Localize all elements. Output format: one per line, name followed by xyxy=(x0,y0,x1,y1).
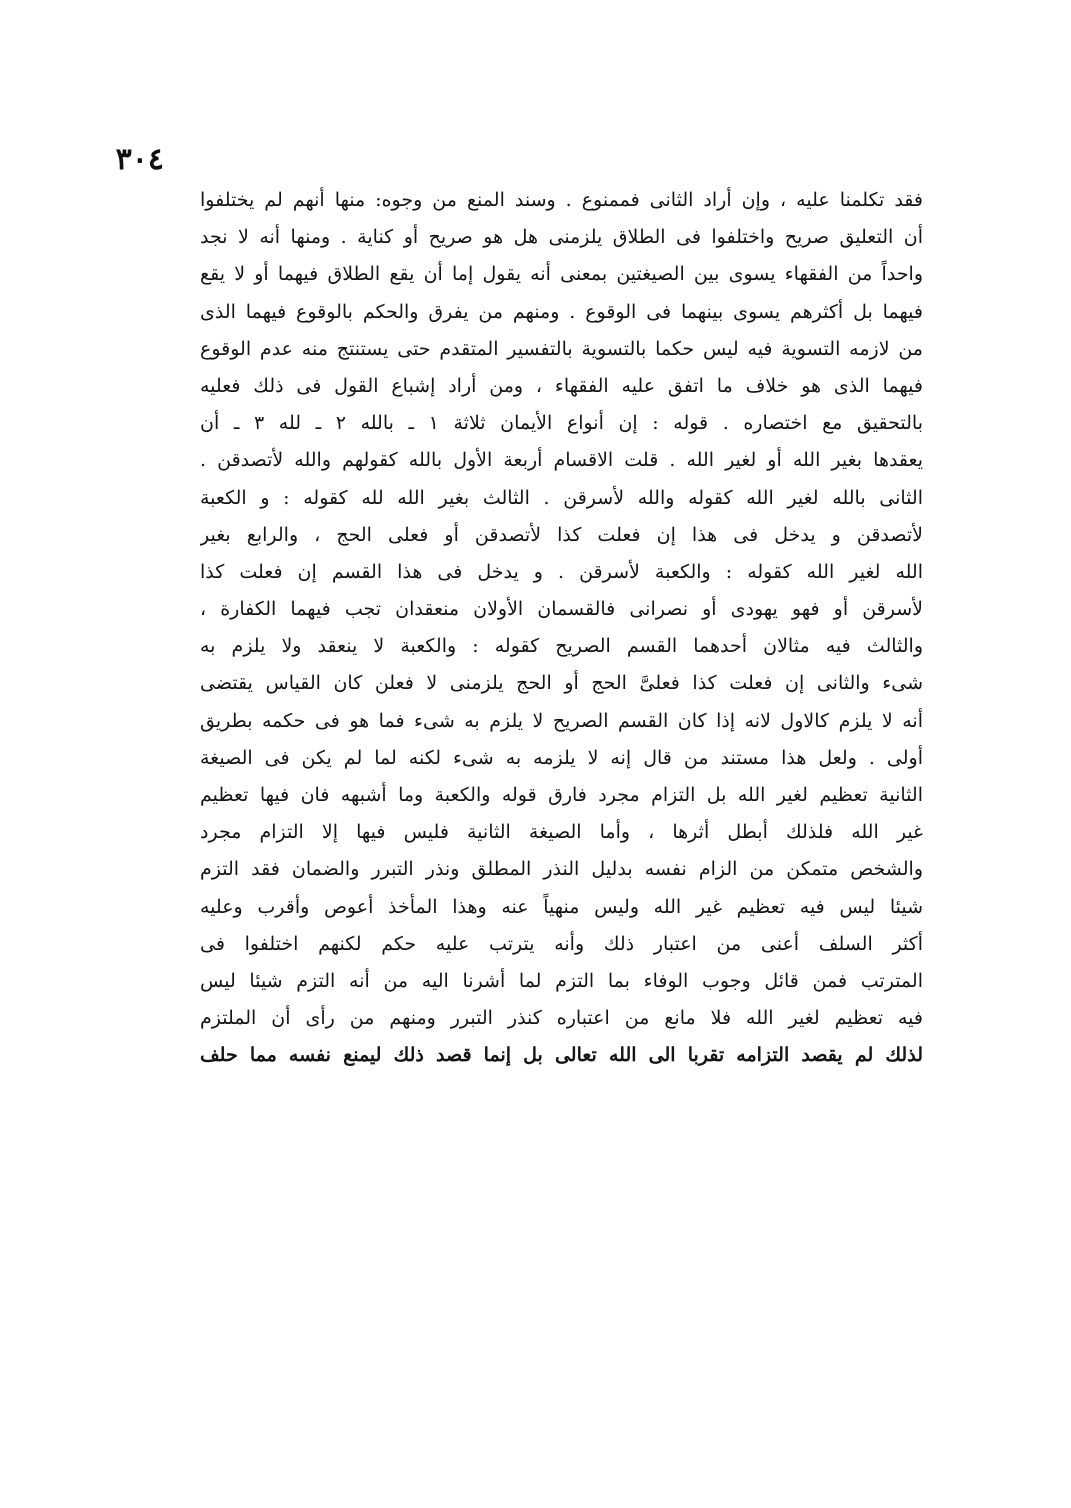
text-line: الله لغير الله كقوله : والكعبة لأسرقن . و يدخل فى هذا القسم إن فعلت كذا xyxy=(200,560,923,583)
text-line: بالتحقيق مع اختصاره . قوله : إن أنواع الأيمان ثلاثة ١ ـ بالله ٢ ـ لله ٣ ـ أن xyxy=(200,412,923,435)
text-line: أن التعليق صريح واختلفوا فى الطلاق يلزمنى هل هو صريح أو كناية . ومنها أنه لا نجد xyxy=(200,226,923,249)
text-line: فقد تكلمنا عليه ، وإن أراد الثانى فممنوع . وسند المنع من وجوه: منها أنهم لم يختلفوا xyxy=(200,189,923,211)
text-line: شيئا ليس فيه تعظيم غير الله وليس منهياً عنه وهذا المأخذ أعوص وأقرب وعليه xyxy=(200,895,923,918)
text-line: واحداً من الفقهاء يسوى بين الصيغتين بمعنى أنه يقول إما أن يقع الطلاق فيهما أو لا يقع xyxy=(200,263,923,286)
text-line: والثالث فيه مثالان أحدهما القسم الصريح كقوله : والكعبة لا ينعقد ولا يلزم به xyxy=(200,635,923,658)
text-line: فيهما بل أكثرهم يسوى بينهما فى الوقوع . ومنهم من يفرق والحكم بالوقوع فيهما الذى xyxy=(200,300,923,323)
text-line: الثانية تعظيم لغير الله بل التزام مجرد فارق قوله والكعبة وما أشبهه فان فيها تعظيم xyxy=(200,784,923,806)
text-line: فيهما الذى هو خلاف ما اتفق عليه الفقهاء ، ومن أراد إشباع القول فى ذلك فعليه xyxy=(200,374,923,397)
text-line: الثانى بالله لغير الله كقوله والله لأسرقن . الثالث بغير الله لله كقوله : و الكعبة xyxy=(200,486,923,509)
text-line: فيه تعظيم لغير الله فلا مانع من اعتباره كنذر التبرر ومنهم من رأى أن الملتزم xyxy=(200,1007,923,1030)
text-line: أولى . ولعل هذا مستند من قال إنه لا يلزمه به شىء لكنه لما لم يكن فى الصيغة xyxy=(200,746,923,769)
text-line: أنه لا يلزم كالاول لانه إذا كان القسم الصريح لا يلزم به شىء فما هو فى حكمه بطريق xyxy=(200,709,923,732)
text-line: شىء والثانى إن فعلت كذا فعلىَّ الحج أو الحج يلزمنى لا فعلن كان القياس يقتضى xyxy=(200,672,923,695)
body-text xyxy=(200,182,923,1075)
text-line: المترتب فمن قائل وجوب الوفاء بما التزم لما أشرنا اليه من أنه التزم شيئا ليس xyxy=(200,969,923,992)
text-line: لأسرقن أو فهو يهودى أو نصرانى فالقسمان الأولان منعقدان تجب فيهما الكفارة ، xyxy=(200,598,923,621)
text-line: لأتصدقن و يدخل فى هذا إن فعلت كذا لأتصدقن أو فعلى الحج ، والرابع بغير xyxy=(200,523,923,546)
text-line: أكثر السلف أعنى من اعتبار ذلك وأنه يترتب عليه حكم لكنهم اختلفوا فى xyxy=(200,932,923,955)
text-line: غير الله فلذلك أبطل أثرها ، وأما الصيغة الثانية فليس فيها إلا التزام مجرد xyxy=(200,821,923,844)
text-line: يعقدها بغير الله أو لغير الله . قلت الاقسام أربعة الأول بالله كقولهم والله لأتصدقن . xyxy=(200,449,923,472)
text-line: من لازمه التسوية فيه ليس حكما بالتسوية بالتفسير المتقدم حتى يستنتج منه عدم الوقوع xyxy=(200,337,923,360)
text-line: والشخص متمكن من الزام نفسه بدليل النذر المطلق ونذر التبرر والضمان فقد التزم xyxy=(200,858,923,881)
page-number: ٣٠٤ xyxy=(115,142,164,177)
text-line: لذلك لم يقصد التزامه تقربا الى الله تعالى بل إنما قصد ذلك ليمنع نفسه مما حلف xyxy=(200,1044,923,1067)
